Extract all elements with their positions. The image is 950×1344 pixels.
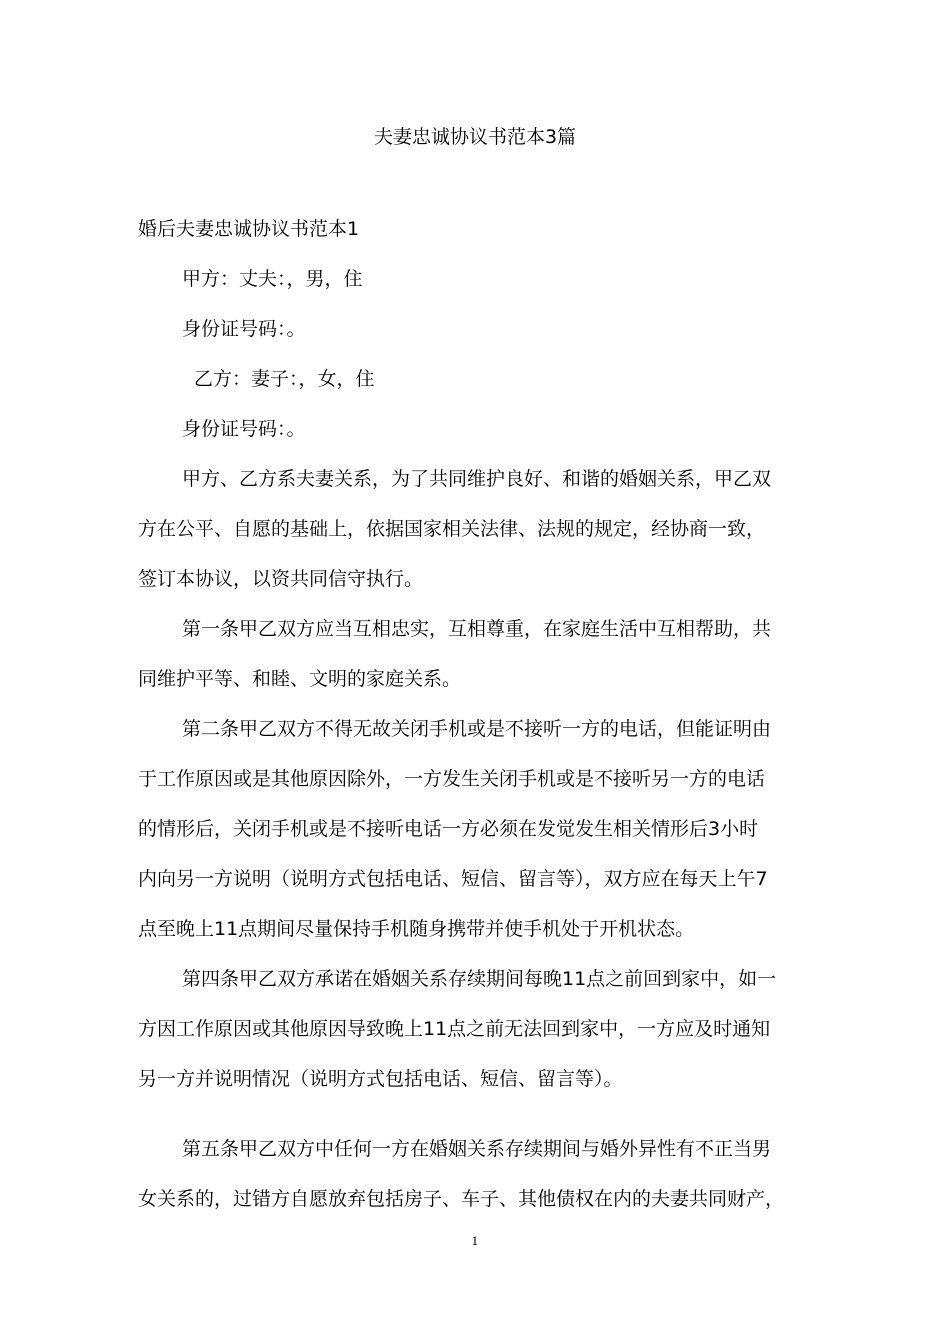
party-a-line: 甲方：丈夫：，男，住 xyxy=(182,268,363,290)
party-b-id-line: 身份证号码：。 xyxy=(182,418,306,440)
document-title: 夫妻忠诚协议书范本3篇 xyxy=(373,126,577,148)
text-line: 签订本协议，以资共同信守执行。 xyxy=(138,568,424,590)
text-line: 同维护平等、和睦、文明的家庭关系。 xyxy=(138,668,462,690)
page-number: 1 xyxy=(471,1235,479,1248)
party-b-line: 乙方：妻子：，女，住 xyxy=(194,368,375,390)
text-line: 甲方、乙方系夫妻关系，为了共同维护良好、和谐的婚姻关系，甲乙双 xyxy=(182,468,772,490)
text-line: 第四条甲乙双方承诺在婚姻关系存续期间每晚11点之前回到家中，如一 xyxy=(182,968,777,990)
text-line: 点至晚上11点期间尽量保持手机随身携带并使手机处于开机状态。 xyxy=(138,918,695,940)
text-line: 方因工作原因或其他原因导致晚上11点之前无法回到家中，一方应及时通知 xyxy=(138,1018,771,1040)
text-line: 另一方并说明情况（说明方式包括电话、短信、留言等）。 xyxy=(138,1068,623,1090)
text-line: 第五条甲乙双方中任何一方在婚姻关系存续期间与婚外异性有不正当男 xyxy=(182,1138,772,1160)
text-line: 内向另一方说明（说明方式包括电话、短信、留言等），双方应在每天上午7 xyxy=(138,868,768,890)
text-line: 第二条甲乙双方不得无故关闭手机或是不接听一方的电话，但能证明由 xyxy=(182,718,772,740)
text-line: 的情形后，关闭手机或是不接听电话一方必须在发觉发生相关情形后3小时 xyxy=(138,818,759,840)
text-line: 第一条甲乙双方应当互相忠实，互相尊重，在家庭生活中互相帮助，共 xyxy=(182,618,772,640)
party-a-id-line: 身份证号码：。 xyxy=(182,318,306,340)
text-line: 方在公平、自愿的基础上，依据国家相关法律、法规的规定，经协商一致， xyxy=(138,518,766,540)
text-line: 于工作原因或是其他原因除外，一方发生关闭手机或是不接听另一方的电话 xyxy=(138,768,766,790)
section-heading: 婚后夫妻忠诚协议书范本1 xyxy=(138,218,360,240)
text-line: 女关系的，过错方自愿放弃包括房子、车子、其他债权在内的夫妻共同财产， xyxy=(138,1188,785,1210)
